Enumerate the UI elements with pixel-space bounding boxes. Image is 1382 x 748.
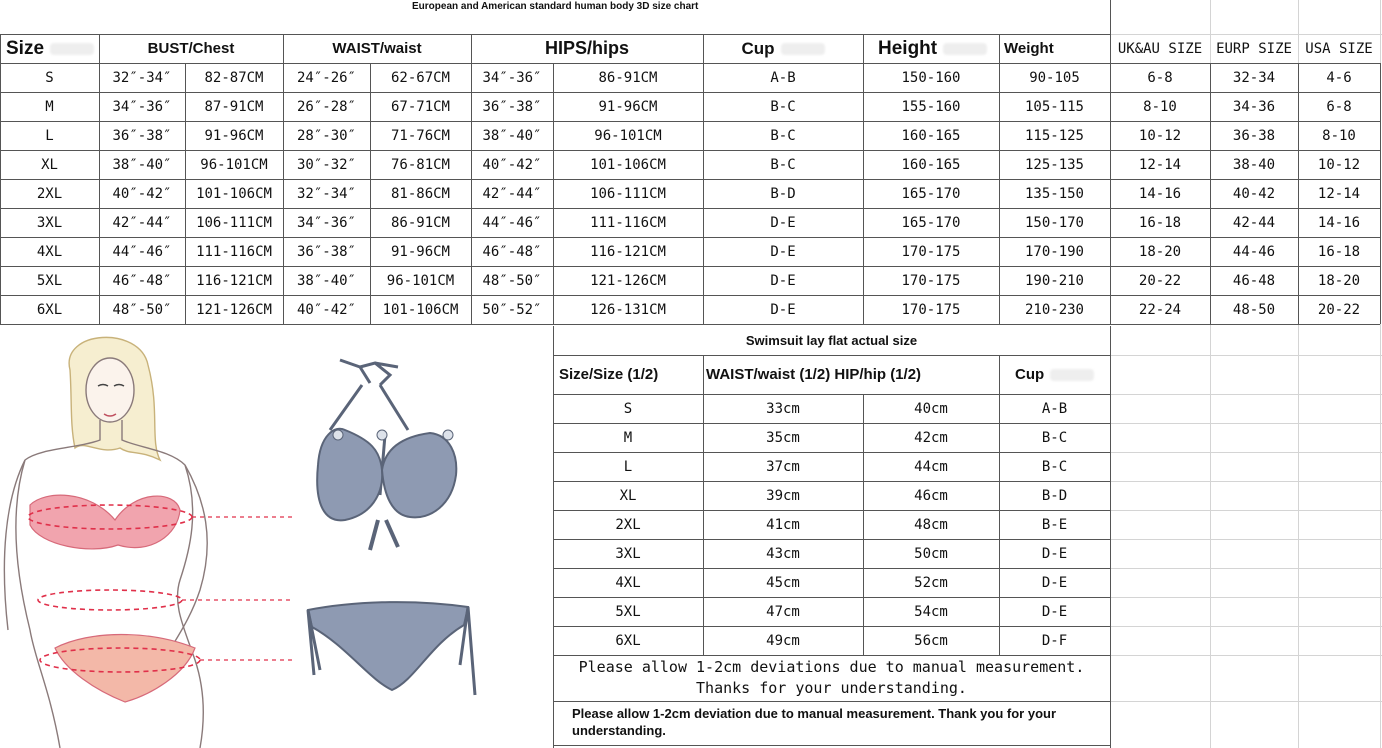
main-table-cell: 81-86CM: [390, 185, 450, 202]
main-table-cell: 38″-40″: [112, 156, 172, 173]
waist-measure-line: [38, 590, 182, 610]
main-table-cell: 10-12: [1138, 127, 1182, 144]
main-table-cell: 50″-52″: [482, 301, 542, 318]
swim-header-cup-label: Cup: [1015, 366, 1045, 383]
main-table-cell: 67-71CM: [390, 98, 450, 115]
swim-table-cell: 49cm: [766, 632, 800, 649]
bikini-top-illustration: [300, 355, 470, 555]
swim-table-cell: 50cm: [914, 545, 948, 562]
main-table-cell: 121-126CM: [196, 301, 272, 318]
main-table-cell: 10-12: [1317, 156, 1361, 173]
main-table-cell: 32″-34″: [112, 69, 172, 86]
main-table-cell: 42″-44″: [482, 185, 542, 202]
swim-table-cell: 4XL: [615, 574, 641, 591]
main-table-cell: 210-230: [1024, 301, 1084, 318]
main-table-cell: 111-116CM: [196, 243, 272, 260]
main-table-cell: 8-10: [1143, 98, 1177, 115]
main-table-cell: 40-42: [1232, 185, 1276, 202]
main-table-cell: 12-14: [1317, 185, 1361, 202]
main-table-cell: 40″-42″: [482, 156, 542, 173]
main-table-cell: 42-44: [1232, 214, 1276, 231]
main-table-cell: 86-91CM: [390, 214, 450, 231]
main-table-cell: 121-126CM: [590, 272, 666, 289]
main-table-cell: 165-170: [901, 185, 961, 202]
main-table-cell: 38-40: [1232, 156, 1276, 173]
header-eu: EURP SIZE: [1216, 40, 1292, 57]
swim-table-cell: 44cm: [914, 458, 948, 475]
main-table-cell: 170-175: [901, 272, 961, 289]
main-table-cell: D-E: [770, 301, 796, 318]
main-table-cell: 160-165: [901, 156, 961, 173]
header-size: [0, 34, 99, 63]
main-table-cell: M: [45, 98, 54, 115]
swim-table-cell: 5XL: [615, 603, 641, 620]
main-table-cell: 36″-38″: [482, 98, 542, 115]
main-table-cell: 46″-48″: [482, 243, 542, 260]
main-table-cell: 46″-48″: [112, 272, 172, 289]
swim-table-cell: D-E: [1041, 574, 1068, 591]
swim-table-cell: 45cm: [766, 574, 800, 591]
main-table-cell: B-C: [770, 98, 796, 115]
swim-table-cell: 47cm: [766, 603, 800, 620]
swim-table-cell: 54cm: [914, 603, 948, 620]
main-table-cell: 116-121CM: [196, 272, 272, 289]
main-table-cell: 30″-32″: [296, 156, 356, 173]
main-table-cell: 16-18: [1317, 243, 1361, 260]
swim-table-cell: B-C: [1041, 458, 1068, 475]
blurred-text: [943, 43, 987, 55]
swim-table-cell: A-B: [1041, 400, 1068, 417]
swim-table-cell: 3XL: [615, 545, 641, 562]
main-table-cell: 6-8: [1326, 98, 1352, 115]
swim-table-cell: 52cm: [914, 574, 948, 591]
header-uk: UK&AU SIZE: [1117, 40, 1203, 57]
main-table-cell: 40″-42″: [112, 185, 172, 202]
main-table-cell: 14-16: [1317, 214, 1361, 231]
main-table-cell: 34-36: [1232, 98, 1276, 115]
swim-header-cup: [999, 355, 1110, 394]
main-table-cell: 135-150: [1024, 185, 1084, 202]
main-table-cell: S: [45, 69, 54, 86]
main-table-cell: 32-34: [1232, 69, 1276, 86]
main-table-cell: 48″-50″: [112, 301, 172, 318]
bra-shape: [30, 495, 180, 549]
swim-table-cell: 35cm: [766, 429, 800, 446]
main-table-cell: 115-125: [1024, 127, 1084, 144]
swim-table-cell: B-C: [1041, 429, 1068, 446]
swim-header-size: Size/Size (1/2): [559, 366, 659, 383]
main-table-cell: B-C: [770, 127, 796, 144]
main-table-cell: 44″-46″: [482, 214, 542, 231]
swim-table-cell: B-E: [1041, 516, 1068, 533]
main-table-cell: 190-210: [1024, 272, 1084, 289]
main-table-cell: 3XL: [36, 214, 63, 231]
main-table-cell: 96-101CM: [594, 127, 662, 144]
main-table-cell: 32″-34″: [296, 185, 356, 202]
swim-table-cell: M: [623, 429, 633, 446]
header-height: [863, 34, 999, 63]
main-table-cell: 36″-38″: [296, 243, 356, 260]
header-usa: USA SIZE: [1305, 40, 1373, 57]
main-table-cell: 87-91CM: [204, 98, 264, 115]
main-table-cell: 22-24: [1138, 301, 1182, 318]
main-table-cell: 48″-50″: [482, 272, 542, 289]
main-table-cell: 38″-40″: [296, 272, 356, 289]
main-table-cell: 82-87CM: [204, 69, 264, 86]
header-waist: [283, 34, 471, 63]
main-table-cell: 160-165: [901, 127, 961, 144]
swim-table-cell: 2XL: [615, 516, 641, 533]
header-weight: [999, 34, 1110, 63]
main-table-cell: 14-16: [1138, 185, 1182, 202]
main-table-cell: 4-6: [1326, 69, 1352, 86]
header-size-label: Size: [6, 37, 45, 59]
swim-table-cell: 43cm: [766, 545, 800, 562]
swim-table-cell: D-E: [1041, 545, 1068, 562]
main-table-cell: 150-160: [901, 69, 961, 86]
main-table-cell: D-E: [770, 272, 796, 289]
main-table-cell: D-E: [770, 243, 796, 260]
main-table-cell: 101-106CM: [590, 156, 666, 173]
main-table-cell: 5XL: [36, 272, 63, 289]
swim-table-cell: D-E: [1041, 603, 1068, 620]
main-table-cell: 96-101CM: [386, 272, 455, 289]
swim-table-cell: XL: [619, 487, 637, 504]
header-hips-label: HIPS/hips: [544, 38, 629, 58]
swim-header-waist-hip: WAIST/waist (1/2) HIP/hip (1/2): [706, 366, 922, 383]
main-table-cell: 34″-36″: [482, 69, 542, 86]
main-table-cell: XL: [41, 156, 58, 173]
main-table-cell: 6XL: [36, 301, 63, 318]
swim-table-cell: L: [623, 458, 633, 475]
main-table-cell: 90-105: [1029, 69, 1080, 86]
main-table-cell: 91-96CM: [598, 98, 658, 115]
main-table-cell: 38″-40″: [482, 127, 542, 144]
main-table-cell: 40″-42″: [296, 301, 356, 318]
main-table-cell: 170-175: [901, 301, 961, 318]
main-table-cell: 6-8: [1147, 69, 1173, 86]
main-table-cell: 44-46: [1232, 243, 1276, 260]
main-table-cell: 26″-28″: [296, 98, 356, 115]
deviation-note-bold: Please allow 1-2cm deviation due to manual measurement. Thank you for your understanding.: [572, 706, 1057, 738]
main-table-cell: 28″-30″: [296, 127, 356, 144]
header-bust-label: BUST/Chest: [147, 40, 235, 57]
main-table-cell: 34″-36″: [112, 98, 172, 115]
swimsuit-table-title: Swimsuit lay flat actual size: [745, 333, 918, 348]
main-table-cell: 12-14: [1138, 156, 1182, 173]
swim-table-cell: 46cm: [914, 487, 948, 504]
swim-table-cell: 37cm: [766, 458, 800, 475]
swim-table-cell: 56cm: [914, 632, 948, 649]
header-cup: [703, 34, 863, 63]
main-table-cell: 105-115: [1024, 98, 1084, 115]
main-table-cell: 165-170: [901, 214, 961, 231]
main-table-cell: 111-116CM: [590, 214, 666, 231]
header-hips: [471, 34, 703, 63]
main-table-cell: B-D: [770, 185, 796, 202]
main-table-cell: D-E: [770, 214, 796, 231]
swim-table-cell: 41cm: [766, 516, 800, 533]
swim-table-cell: 48cm: [914, 516, 948, 533]
main-table-cell: 16-18: [1138, 214, 1182, 231]
swim-table-cell: 42cm: [914, 429, 948, 446]
main-table-cell: 126-131CM: [590, 301, 666, 318]
header-height-label: Height: [878, 37, 938, 59]
swim-table-cell: D-F: [1041, 632, 1068, 649]
main-table-cell: 24″-26″: [296, 69, 356, 86]
main-table-cell: 36″-38″: [112, 127, 172, 144]
main-table-cell: 125-135: [1024, 156, 1084, 173]
main-table-cell: A-B: [770, 69, 796, 86]
main-table-cell: 170-175: [901, 243, 961, 260]
main-table-cell: 170-190: [1024, 243, 1084, 260]
main-table-cell: 34″-36″: [296, 214, 356, 231]
main-table-cell: 18-20: [1317, 272, 1361, 289]
blurred-text: [50, 43, 94, 55]
main-table-cell: 86-91CM: [598, 69, 658, 86]
main-table-cell: 20-22: [1138, 272, 1182, 289]
main-table-cell: 20-22: [1317, 301, 1361, 318]
main-table-cell: 150-170: [1024, 214, 1084, 231]
swim-table-cell: 6XL: [615, 632, 641, 649]
swim-table-cell: B-D: [1041, 487, 1068, 504]
main-table-cell: 71-76CM: [390, 127, 450, 144]
body-measurement-illustration: [0, 330, 300, 748]
deviation-note-mono: Please allow 1-2cm deviations due to manual measurement. Thanks for your understanding.: [578, 658, 1085, 697]
main-table-cell: 36-38: [1232, 127, 1276, 144]
swim-table-cell: 39cm: [766, 487, 800, 504]
main-table-cell: 62-67CM: [390, 69, 450, 86]
blurred-text: [1050, 369, 1094, 381]
header-cup-label: Cup: [741, 38, 775, 58]
main-table-cell: L: [45, 127, 54, 144]
main-table-cell: 116-121CM: [590, 243, 666, 260]
main-table-cell: 91-96CM: [390, 243, 450, 260]
header-waist-label: WAIST/waist: [332, 40, 422, 57]
main-table-cell: 96-101CM: [200, 156, 268, 173]
main-table-cell: 101-106CM: [382, 301, 459, 318]
main-table-cell: 91-96CM: [204, 127, 264, 144]
main-table-cell: 106-111CM: [196, 214, 272, 231]
main-table-cell: 155-160: [901, 98, 961, 115]
chart-title: European and American standard human body 3D size chart: [412, 1, 699, 12]
swim-table-cell: 33cm: [766, 400, 800, 417]
main-table-cell: 46-48: [1232, 272, 1276, 289]
main-table-cell: B-C: [770, 156, 796, 173]
main-table-cell: 76-81CM: [390, 156, 450, 173]
main-table-cell: 106-111CM: [590, 185, 666, 202]
swim-table-cell: S: [623, 400, 633, 417]
main-table-cell: 44″-46″: [112, 243, 172, 260]
main-table-cell: 2XL: [36, 185, 63, 202]
bikini-bottom-illustration: [300, 595, 480, 705]
main-table-cell: 4XL: [36, 243, 63, 260]
main-table-cell: 48-50: [1232, 301, 1276, 318]
main-table-cell: 42″-44″: [112, 214, 172, 231]
main-table-cell: 18-20: [1138, 243, 1182, 260]
main-table-cell: 8-10: [1322, 127, 1356, 144]
blurred-text: [781, 43, 825, 55]
main-table-cell: 101-106CM: [196, 185, 272, 202]
header-bust: [99, 34, 283, 63]
swim-table-cell: 40cm: [914, 400, 948, 417]
header-weight-label: Weight: [1004, 40, 1054, 57]
